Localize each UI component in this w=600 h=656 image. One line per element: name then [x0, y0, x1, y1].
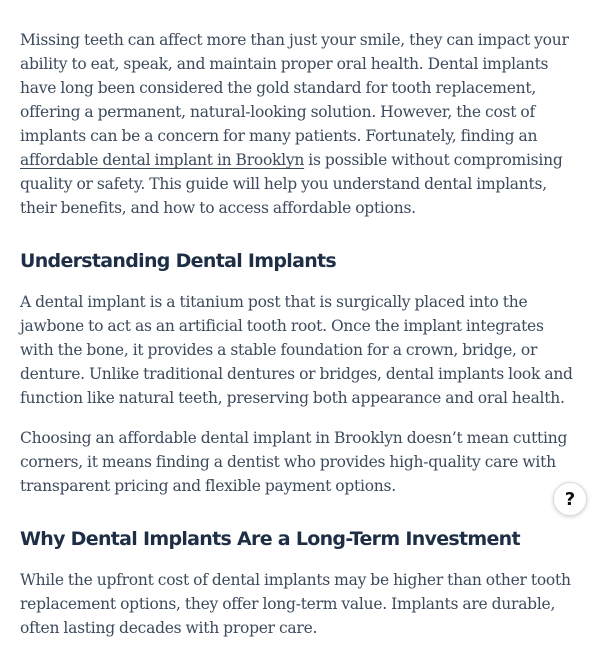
intro-paragraph	[20, 28, 576, 220]
section1-paragraph-2: Choosing an affordable dental implant in Brooklyn doesn’t mean cutting corners, it means finding a dentist who provides high-quality care with transparent pricing and flexible payment options.	[20, 429, 568, 495]
intro-text-after-link: is possible without compromising quality or safety. This guide will help you understand dental implants, their benefits, and how to access affordable options.	[20, 151, 563, 217]
affordable-dental-implant-link[interactable]: affordable dental implant in Brooklyn	[20, 151, 305, 169]
intro-text-before-link: Missing teeth can affect more than just your smile, they can impact your ability to eat, speak, and maintain proper oral health. Dental implants have long been considered the gold standard for tooth replacement, offering a permanent, natural-looking solution. However, the cost of implants can be a concern for many patients. Fortunately, finding an	[20, 31, 569, 145]
section-heading-understanding-implants: Understanding Dental Implants	[20, 250, 337, 272]
section-heading-long-term-investment: Why Dental Implants Are a Long-Term Investment	[20, 528, 520, 550]
section1-paragraph-1: A dental implant is a titanium post that is surgically placed into the jawbone to act as an artificial tooth root. Once the implant integrates with the bone, it provides a stable foundation for a crown, bridge, or denture. Unlike traditional dentures or bridges, dental implants look and function like natural teeth, preserving both appearance and oral health.	[20, 293, 573, 407]
section2-paragraph-1: While the upfront cost of dental implants may be higher than other tooth replacement options, they offer long-term value. Implants are durable, often lasting decades with proper care.	[20, 571, 571, 637]
question-mark-icon: ?	[564, 488, 576, 510]
help-button[interactable]	[553, 482, 587, 516]
article-body	[20, 28, 576, 656]
